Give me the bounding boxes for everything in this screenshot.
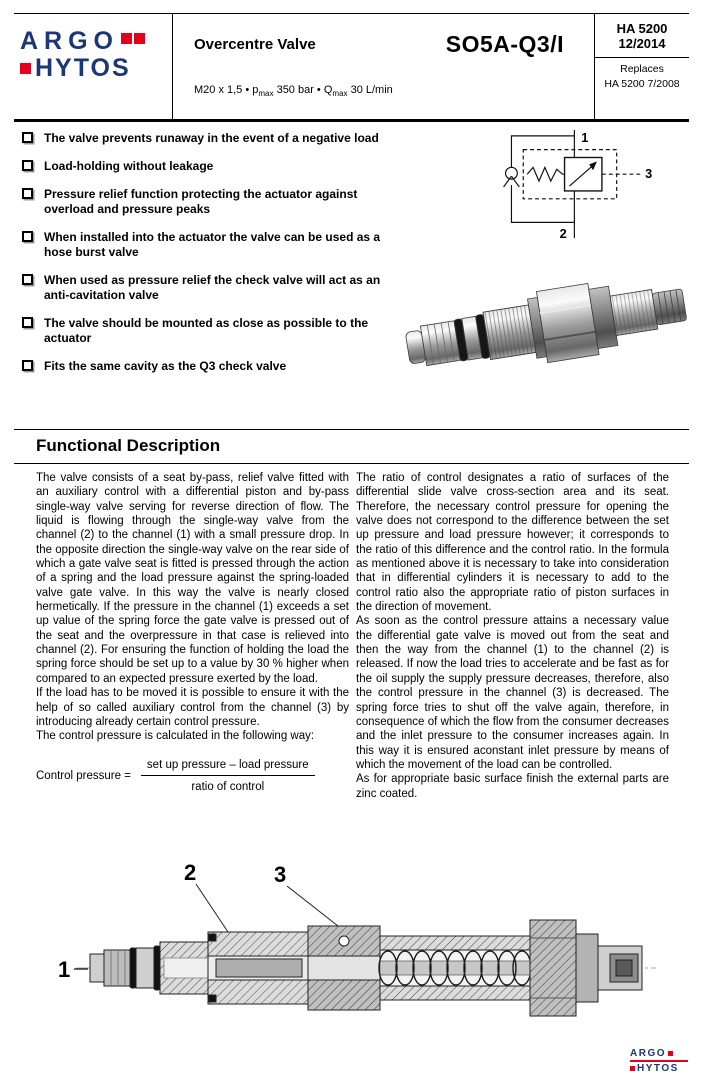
- feature-text: When installed into the actuator the valve can be used as a hose burst valve: [44, 230, 381, 259]
- replaces-label: Replaces: [620, 63, 664, 75]
- schematic-port-2-label: 2: [559, 226, 567, 242]
- schematic-port-1-label: 1: [581, 129, 589, 145]
- list-item: [22, 359, 394, 374]
- logo-row-argo: [20, 28, 170, 54]
- doc-date: 12/2014: [618, 36, 666, 51]
- header-title-cell: [172, 14, 594, 120]
- list-item: [22, 273, 394, 303]
- model-designation: SO5A-Q3/I: [445, 31, 564, 57]
- paragraph: If the load has to be moved it is possible to ensure it with the help of so called auxiliary control from the channel (3) by introducing already certain control pressure.: [36, 687, 349, 728]
- section-rule-top: [14, 429, 689, 430]
- subtitle-part3: 30 L/min: [347, 84, 393, 96]
- footer-logo-argo-text: ARGO: [630, 1048, 666, 1059]
- replaces-value: HA 5200 7/2008: [604, 78, 680, 90]
- checkbox-bullet-icon: [22, 231, 33, 242]
- logo-red-squares-icon: [121, 33, 145, 44]
- paragraph: As soon as the control pressure attains a necessary value the differential gate valve is moved out from the seat and then the way from the channel (1) to the channel (2) is released. If now the load tries to accelerate and be fast as for the oil supply the supply pressure decreases, therefore, also the control pressure in the channel (3) is decreased. The spring force tries to shut off the valve again, therefore, in consequence of which the flow from the consumer decreases and the inlet pressure to the consumer increases again. In this way it is ensured aconstant inlet pressure by means of which the movement of the load can be controlled.: [356, 615, 669, 771]
- footer-logo-red-square-icon: [668, 1051, 673, 1056]
- checkbox-bullet-icon: [22, 132, 33, 143]
- section-port-2-label: 2: [184, 860, 197, 885]
- checkbox-bullet-icon: [22, 317, 33, 328]
- feature-text: When used as pressure relief the check valve will act as an anti-cavitation valve: [44, 273, 381, 302]
- formula-numerator: set up pressure – load pressure: [141, 758, 315, 776]
- footer-logo-red-square-icon: [630, 1066, 635, 1071]
- header: [14, 13, 689, 119]
- subtitle-sub2: max: [332, 89, 348, 99]
- header-bottom-rule: [14, 119, 689, 122]
- argo-hytos-logo: [20, 28, 170, 82]
- logo-row-hytos: [20, 55, 170, 81]
- valve-product-photo: [398, 244, 700, 409]
- logo-argo-text: ARGO: [20, 27, 119, 55]
- subtitle-sub1: max: [258, 89, 274, 99]
- feature-text: Pressure relief function protecting the actuator against overload and pressure peaks: [44, 187, 358, 216]
- description-left-column: [36, 471, 349, 794]
- control-pressure-formula: [36, 758, 349, 795]
- checkbox-bullet-icon: [22, 160, 33, 171]
- footer-logo-hytos-row: [630, 1063, 688, 1074]
- document-title: Overcentre Valve: [194, 36, 316, 53]
- logo-red-square-icon: [20, 63, 31, 74]
- section-port-3-label: 3: [274, 862, 287, 887]
- feature-text: Load-holding without leakage: [44, 159, 214, 173]
- list-item: [22, 230, 394, 260]
- paragraph: As for appropriate basic surface finish the external parts are zinc coated.: [356, 773, 669, 800]
- list-item: [22, 316, 394, 346]
- checkbox-bullet-icon: [22, 360, 33, 371]
- checkbox-bullet-icon: [22, 274, 33, 285]
- description-right-column: [356, 471, 669, 801]
- footer-logo: [630, 1048, 688, 1074]
- paragraph: The valve consists of a seat by-pass, relief valve fitted with an auxiliary control with a differential piston and by-pass single-way valve serving for reverse direction of flow. The liquid is flowing through the single-way valve from the channel (2) to the channel (1) with a small pressure drop. In the opposite direction the single-way valve on the rear side of which a gate valve seat is fitted is pressed through the action of a spring and the load pressure against the spring-loaded valve gate valve. In this way the valve is nearly closed hermetically. If the pressure in the channel (1) exceeds a set up value of the spring force the gate valve is pressed out of the seat and the overpressure in that case is relieved into channel (2). For ensuring the function of holding the load the spring force should be set up to a value by 30 % higher when compared to an expected pressure exerted by the load.: [36, 472, 349, 685]
- list-item: [22, 187, 394, 217]
- subtitle-part1: M20 x 1,5 • p: [194, 84, 259, 96]
- doc-number: HA 5200: [616, 21, 668, 36]
- checkbox-bullet-icon: [22, 188, 33, 199]
- hydraulic-schematic-symbol: [502, 128, 692, 246]
- formula-denominator: ratio of control: [191, 780, 265, 793]
- features-list: [22, 131, 394, 387]
- footer-logo-red-bar: [630, 1060, 688, 1062]
- paragraph: The ratio of control designates a ratio of surfaces of the differential slide valve cross-section area and its seat. Therefore, the necessary control pressure for opening the valve does not correspond to the difference between the set up pressure and load pressure however; it corresponds to the ratio of this difference and the control ratio. In the formula as mentioned above it is necessary to take into consideration that in differential cylinders it is necessary to add to the control ratio also the appropriate ratio of piston surfaces in the direction of movement.: [356, 472, 669, 614]
- subtitle-part2: 350 bar • Q: [273, 84, 333, 96]
- doc-box-divider: [595, 57, 689, 58]
- valve-cross-section-drawing: [50, 858, 665, 1068]
- feature-text: The valve should be mounted as close as possible to the actuator: [44, 316, 369, 345]
- footer-logo-hytos-text: HYTOS: [637, 1063, 679, 1074]
- section-port-1-label: 1: [58, 957, 71, 982]
- feature-text: The valve prevents runaway in the event of a negative load: [44, 131, 379, 145]
- section-title: Functional Description: [36, 436, 221, 455]
- doc-number-box: [595, 14, 689, 120]
- feature-text: Fits the same cavity as the Q3 check valve: [44, 359, 287, 373]
- formula-fraction: [141, 758, 315, 795]
- logo-hytos-text: HYTOS: [35, 54, 131, 83]
- paragraph: The control pressure is calculated in the following way:: [36, 730, 315, 743]
- list-item: [22, 159, 394, 174]
- footer-logo-argo-row: [630, 1048, 688, 1059]
- schematic-port-3-label: 3: [645, 166, 653, 182]
- section-rule-bottom: [14, 463, 689, 464]
- list-item: [22, 131, 394, 146]
- document-subtitle: [194, 84, 393, 98]
- formula-lhs: Control pressure =: [36, 769, 131, 782]
